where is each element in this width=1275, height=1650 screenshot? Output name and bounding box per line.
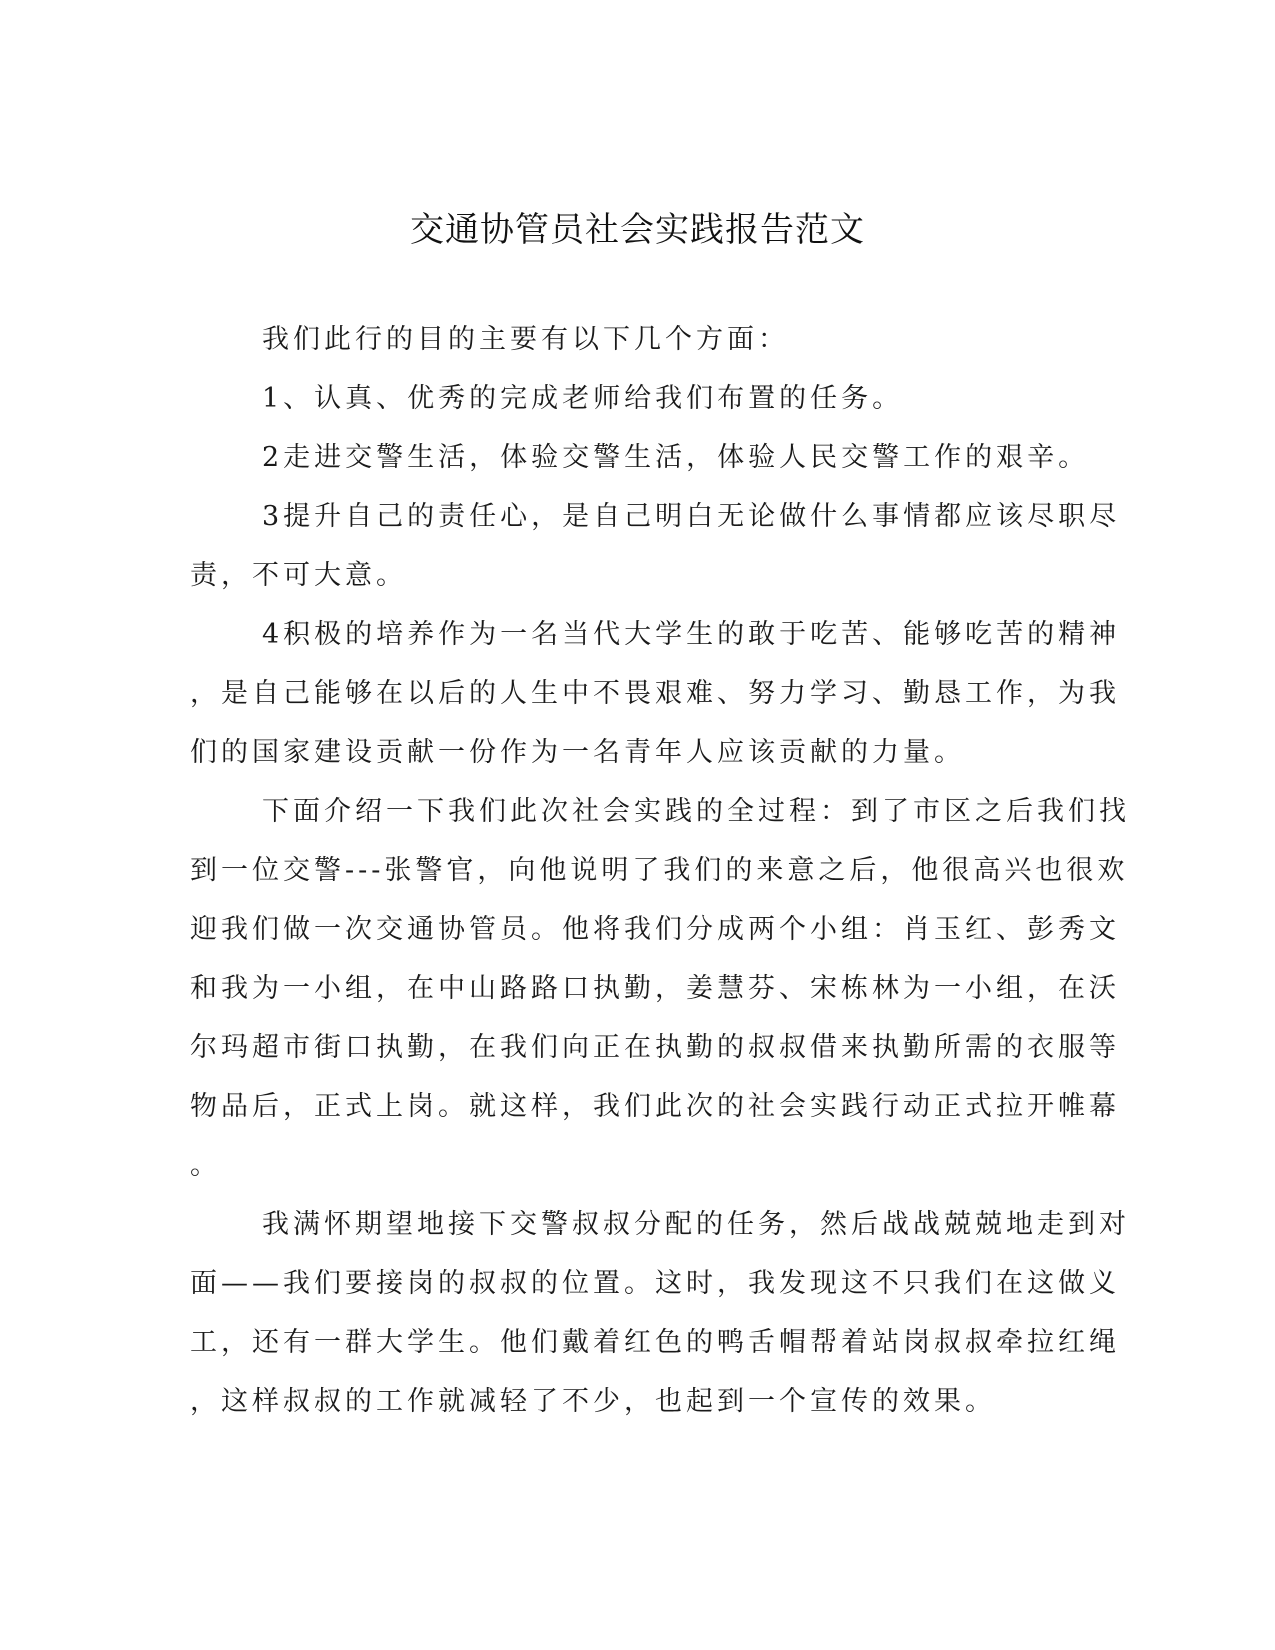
body-line: 物品后，正式上岗。就这样，我们此次的社会实践行动正式拉开帷幕 xyxy=(190,1091,1120,1122)
body-line: 到一位交警---张警官，向他说明了我们的来意之后，他很高兴也很欢 xyxy=(190,855,1129,886)
body-line: 3提升自己的责任心，是自己明白无论做什么事情都应该尽职尽 xyxy=(262,501,1121,532)
body-line: 1、认真、优秀的完成老师给我们布置的任务。 xyxy=(262,383,904,414)
body-line: 和我为一小组，在中山路路口执勤，姜慧芬、宋栋林为一小组，在沃 xyxy=(190,973,1120,1004)
body-line: 责，不可大意。 xyxy=(190,560,407,591)
document-title: 交通协管员社会实践报告范文 xyxy=(410,210,865,250)
body-line: ，是自己能够在以后的人生中不畏艰难、努力学习、勤恳工作，为我 xyxy=(190,678,1120,709)
body-line: 迎我们做一次交通协管员。他将我们分成两个小组：肖玉红、彭秀文 xyxy=(190,914,1120,945)
body-line: 4积极的培养作为一名当代大学生的敢于吃苦、能够吃苦的精神 xyxy=(262,619,1121,650)
body-line: 2走进交警生活，体验交警生活，体验人民交警工作的艰辛。 xyxy=(262,442,1090,473)
body-line: ，这样叔叔的工作就减轻了不少，也起到一个宣传的效果。 xyxy=(190,1386,996,1417)
body-line: 我满怀期望地接下交警叔叔分配的任务，然后战战兢兢地走到对 xyxy=(262,1209,1130,1240)
body-line: 面——我们要接岗的叔叔的位置。这时，我发现这不只我们在这做义 xyxy=(190,1268,1120,1299)
body-line: 下面介绍一下我们此次社会实践的全过程：到了市区之后我们找 xyxy=(262,796,1130,827)
body-line: 工，还有一群大学生。他们戴着红色的鸭舌帽帮着站岗叔叔牵拉红绳 xyxy=(190,1327,1120,1358)
body-line: 。 xyxy=(190,1150,221,1181)
body-line: 我们此行的目的主要有以下几个方面： xyxy=(262,324,789,355)
body-line: 们的国家建设贡献一份作为一名青年人应该贡献的力量。 xyxy=(190,737,965,768)
body-line: 尔玛超市街口执勤，在我们向正在执勤的叔叔借来执勤所需的衣服等 xyxy=(190,1032,1120,1063)
